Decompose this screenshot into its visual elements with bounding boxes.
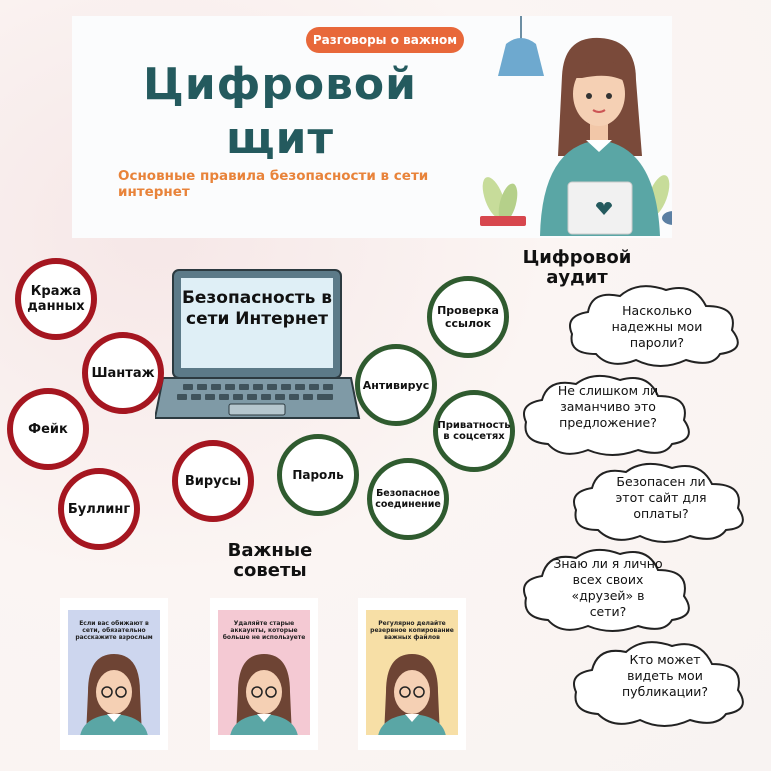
protection-social-privacy: Приватность в соцсетях: [433, 390, 515, 472]
audit-question: Безопасен ли этот сайт для оплаты?: [615, 474, 707, 521]
tip-card: [60, 598, 168, 750]
series-badge: Разговоры о важном: [306, 27, 464, 53]
threat-viruses: Вирусы: [172, 440, 254, 522]
girl-portrait-illustration: [224, 652, 304, 735]
tip-card-text: Удаляйте старые аккаунты, которые больше не используете: [222, 620, 306, 641]
tip-card-background: [366, 610, 458, 735]
tip-card: [210, 598, 318, 750]
mouse-icon: [660, 208, 672, 228]
book-icon: [480, 212, 530, 230]
tip-card-background: [68, 610, 160, 735]
threat-data-theft: Кража данных: [15, 258, 97, 340]
girl-at-laptop-illustration: [512, 36, 672, 238]
audit-question: Не слишком ли заманчиво это предложение?: [557, 383, 659, 430]
protection-secure-connection: Безопасное соединение: [367, 458, 449, 540]
protection-password: Пароль: [277, 434, 359, 516]
tips-heading: Важные советы: [227, 540, 313, 581]
tip-card-background: [218, 610, 310, 735]
laptop-screen-text: Безопасность в сети Интернет: [181, 288, 333, 329]
protection-antivirus: Антивирус: [355, 344, 437, 426]
girl-portrait-illustration: [74, 652, 154, 735]
audit-question: Знаю ли я лично всех своих «друзей» в сети?: [553, 556, 663, 619]
threat-blackmail: Шантаж: [82, 332, 164, 414]
page-subtitle: Основные правила безопасности в сети интернет: [118, 168, 429, 200]
tip-card-text: Регулярно делайте резервное копирование важных файлов: [370, 620, 454, 641]
threat-fake: Фейк: [7, 388, 89, 470]
girl-portrait-illustration: [372, 652, 452, 735]
tip-card-text: Если вас обижают в сети, обязательно расскажите взрослым: [75, 620, 153, 641]
audit-heading: Цифровой аудит: [522, 247, 632, 288]
audit-question: Кто может видеть мои публикации?: [622, 652, 708, 699]
audit-question: Насколько надежны мои пароли?: [611, 303, 703, 350]
threat-bullying: Буллинг: [58, 468, 140, 550]
protection-link-check: Проверка ссылок: [427, 276, 509, 358]
tip-card: [358, 598, 466, 750]
page-title: Цифровой щит: [143, 59, 417, 164]
